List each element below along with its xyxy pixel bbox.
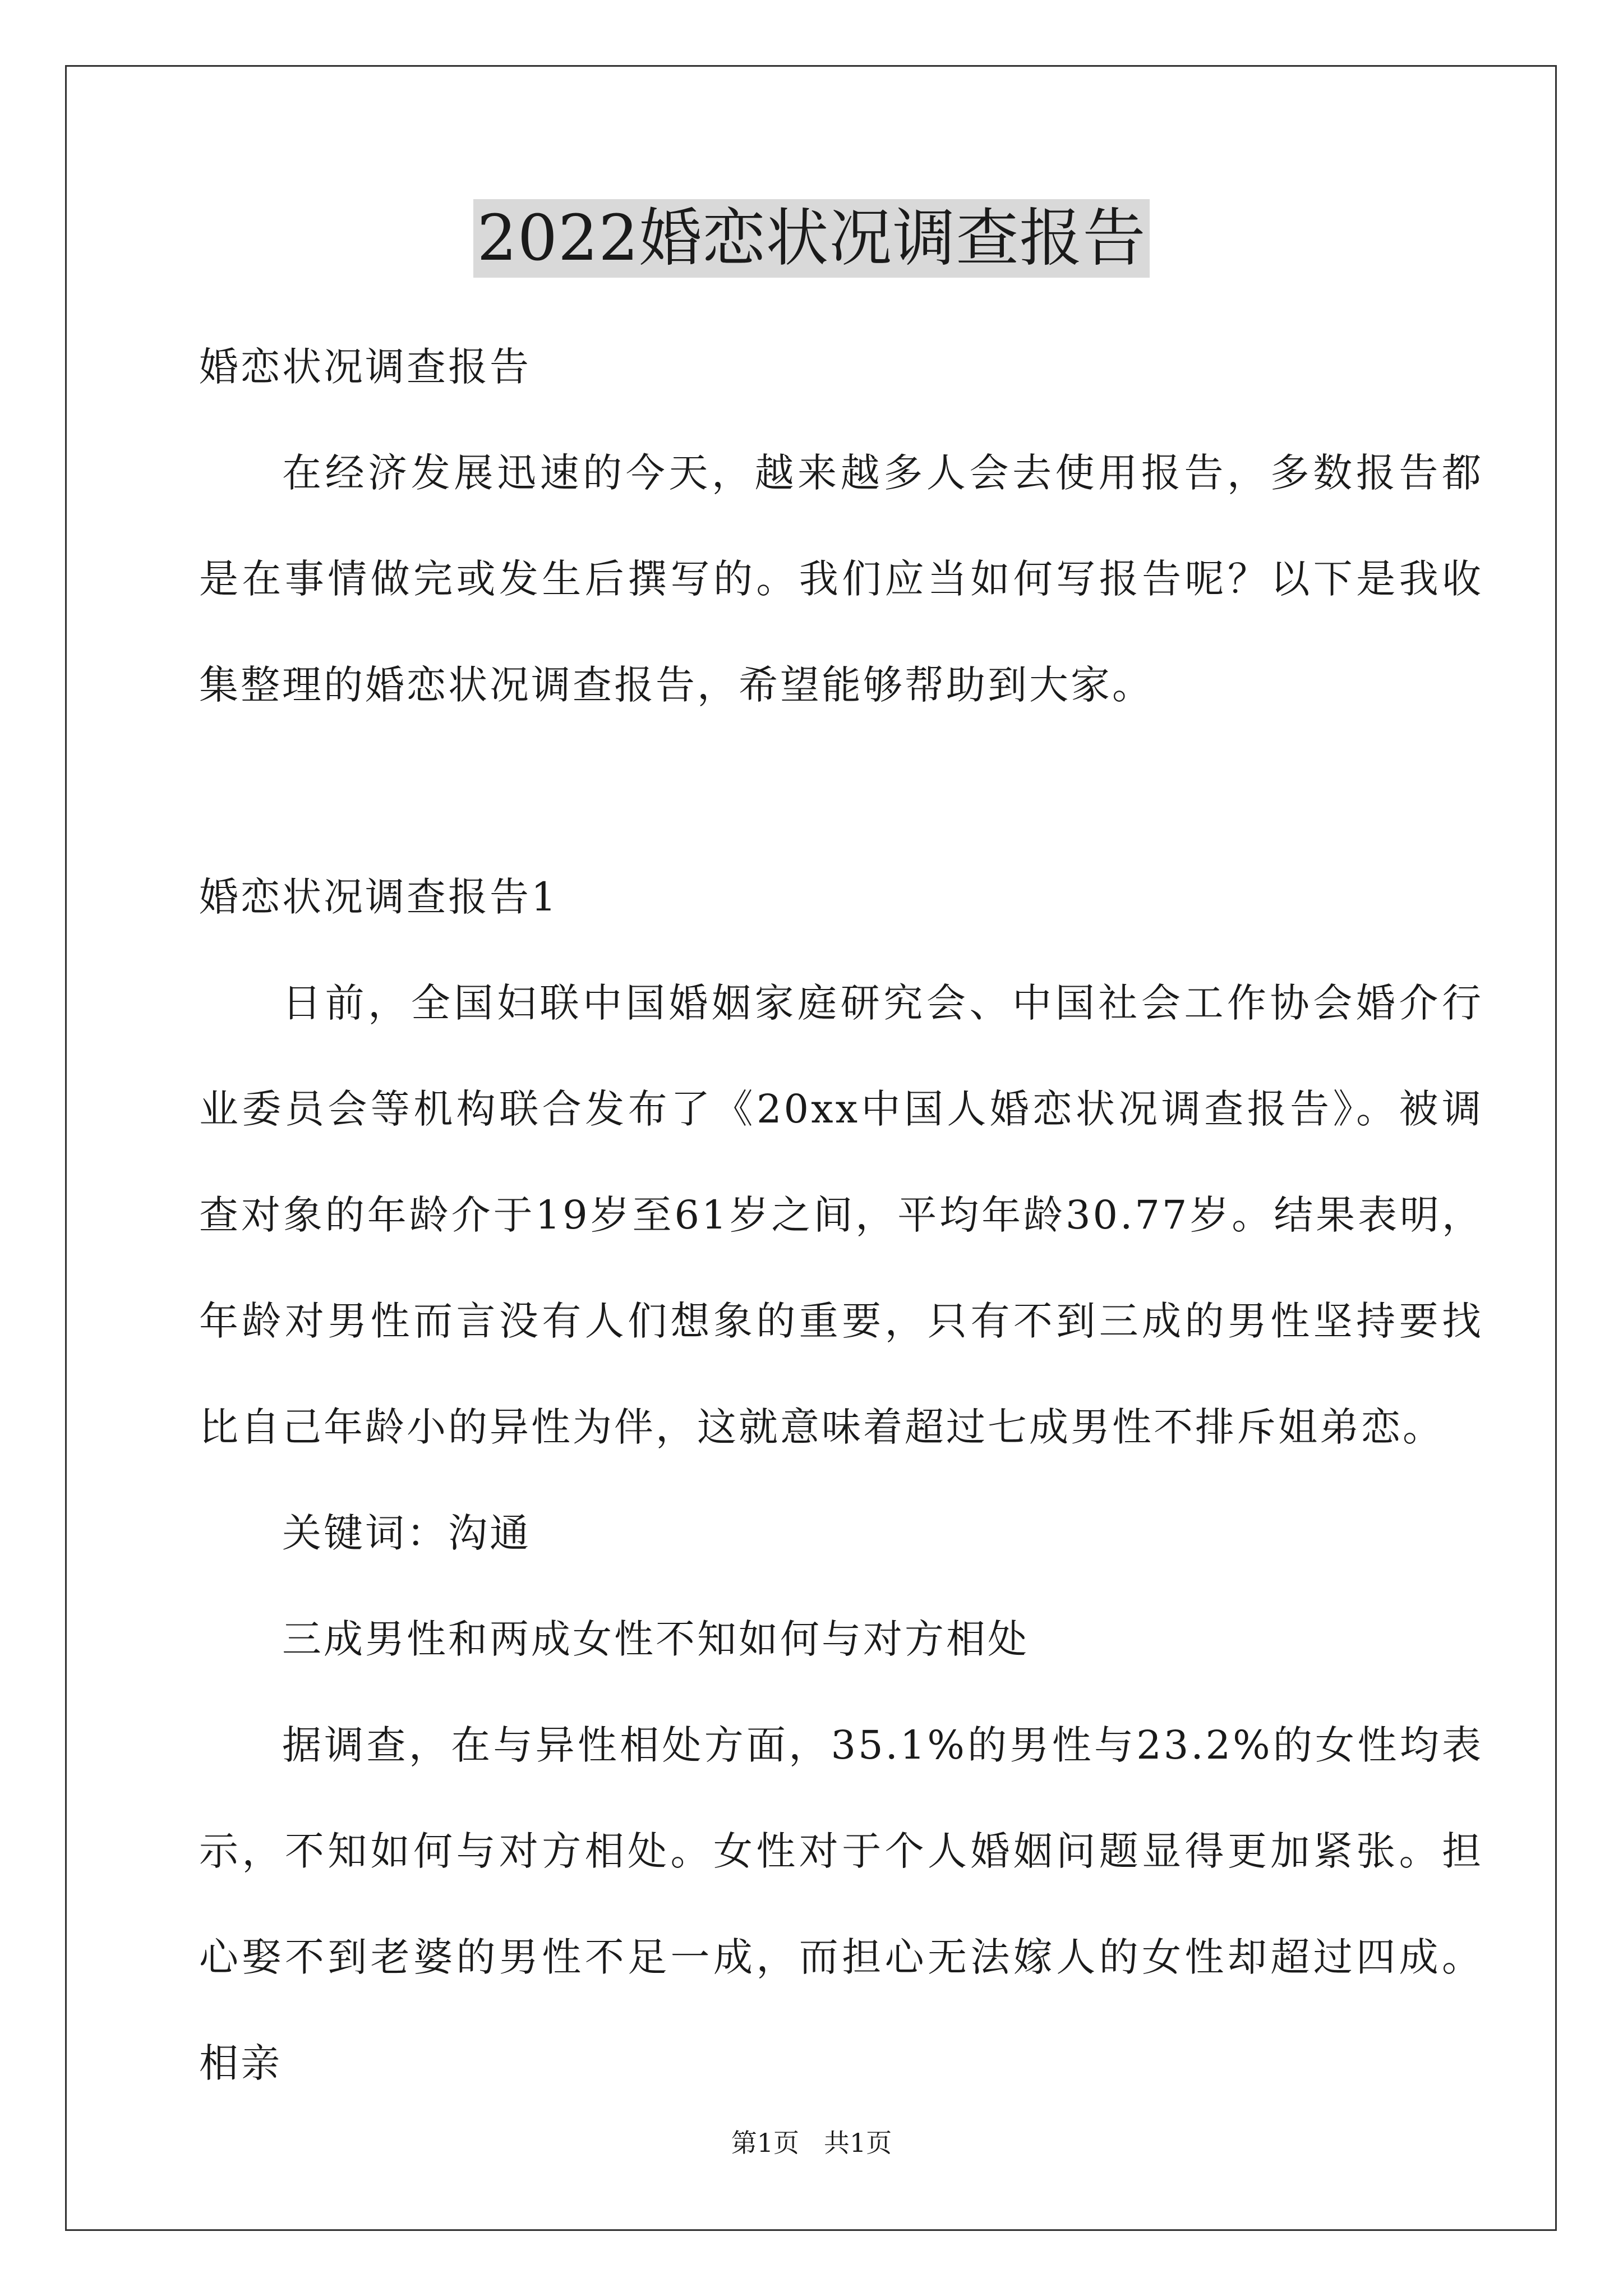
subheading-line: 三成男性和两成女性不知如何与对方相处 bbox=[282, 1616, 1029, 1662]
page-total: 共1页 bbox=[824, 2128, 892, 2158]
keywords-line: 关键词：沟通 bbox=[282, 1510, 531, 1556]
body-paragraph: 据调查，在与异性相处方面，35.1%的男性与23.2%的女性均表示，不知如何与对方相处。女性对于个人婚姻问题显得更加紧张。担心娶不到老婆的男性不足一成，而担心无法嫁人的女性却超过四成。相亲 bbox=[199, 1722, 1483, 2086]
document-body bbox=[199, 314, 1483, 2116]
title-container bbox=[0, 199, 1623, 278]
body-paragraph: 日前，全国妇联中国婚姻家庭研究会、中国社会工作协会婚介行业委员会等机构联合发布了《20xx中国人婚恋状况调查报告》。被调查对象的年龄介于19岁至61岁之间，平均年龄30.77岁。结果表明，年龄对男性而言没有人们想象的重要，只有不到三成的男性坚持要找比自己年龄小的异性为伴，这就意味着超过七成男性不排斥姐弟恋。 bbox=[199, 980, 1483, 1450]
intro-paragraph: 在经济发展迅速的今天，越来越多人会去使用报告，多数报告都是在事情做完或发生后撰写的。我们应当如何写报告呢？以下是我收集整理的婚恋状况调查报告，希望能够帮助到大家。 bbox=[199, 450, 1483, 708]
page-number: 第1页 bbox=[731, 2128, 799, 2158]
page-footer bbox=[0, 2126, 1623, 2160]
report-heading: 婚恋状况调查报告1 bbox=[199, 874, 559, 920]
paragraph-gap bbox=[199, 738, 1483, 844]
section-heading: 婚恋状况调查报告 bbox=[199, 344, 531, 390]
document-title: 2022婚恋状况调查报告 bbox=[473, 199, 1149, 278]
